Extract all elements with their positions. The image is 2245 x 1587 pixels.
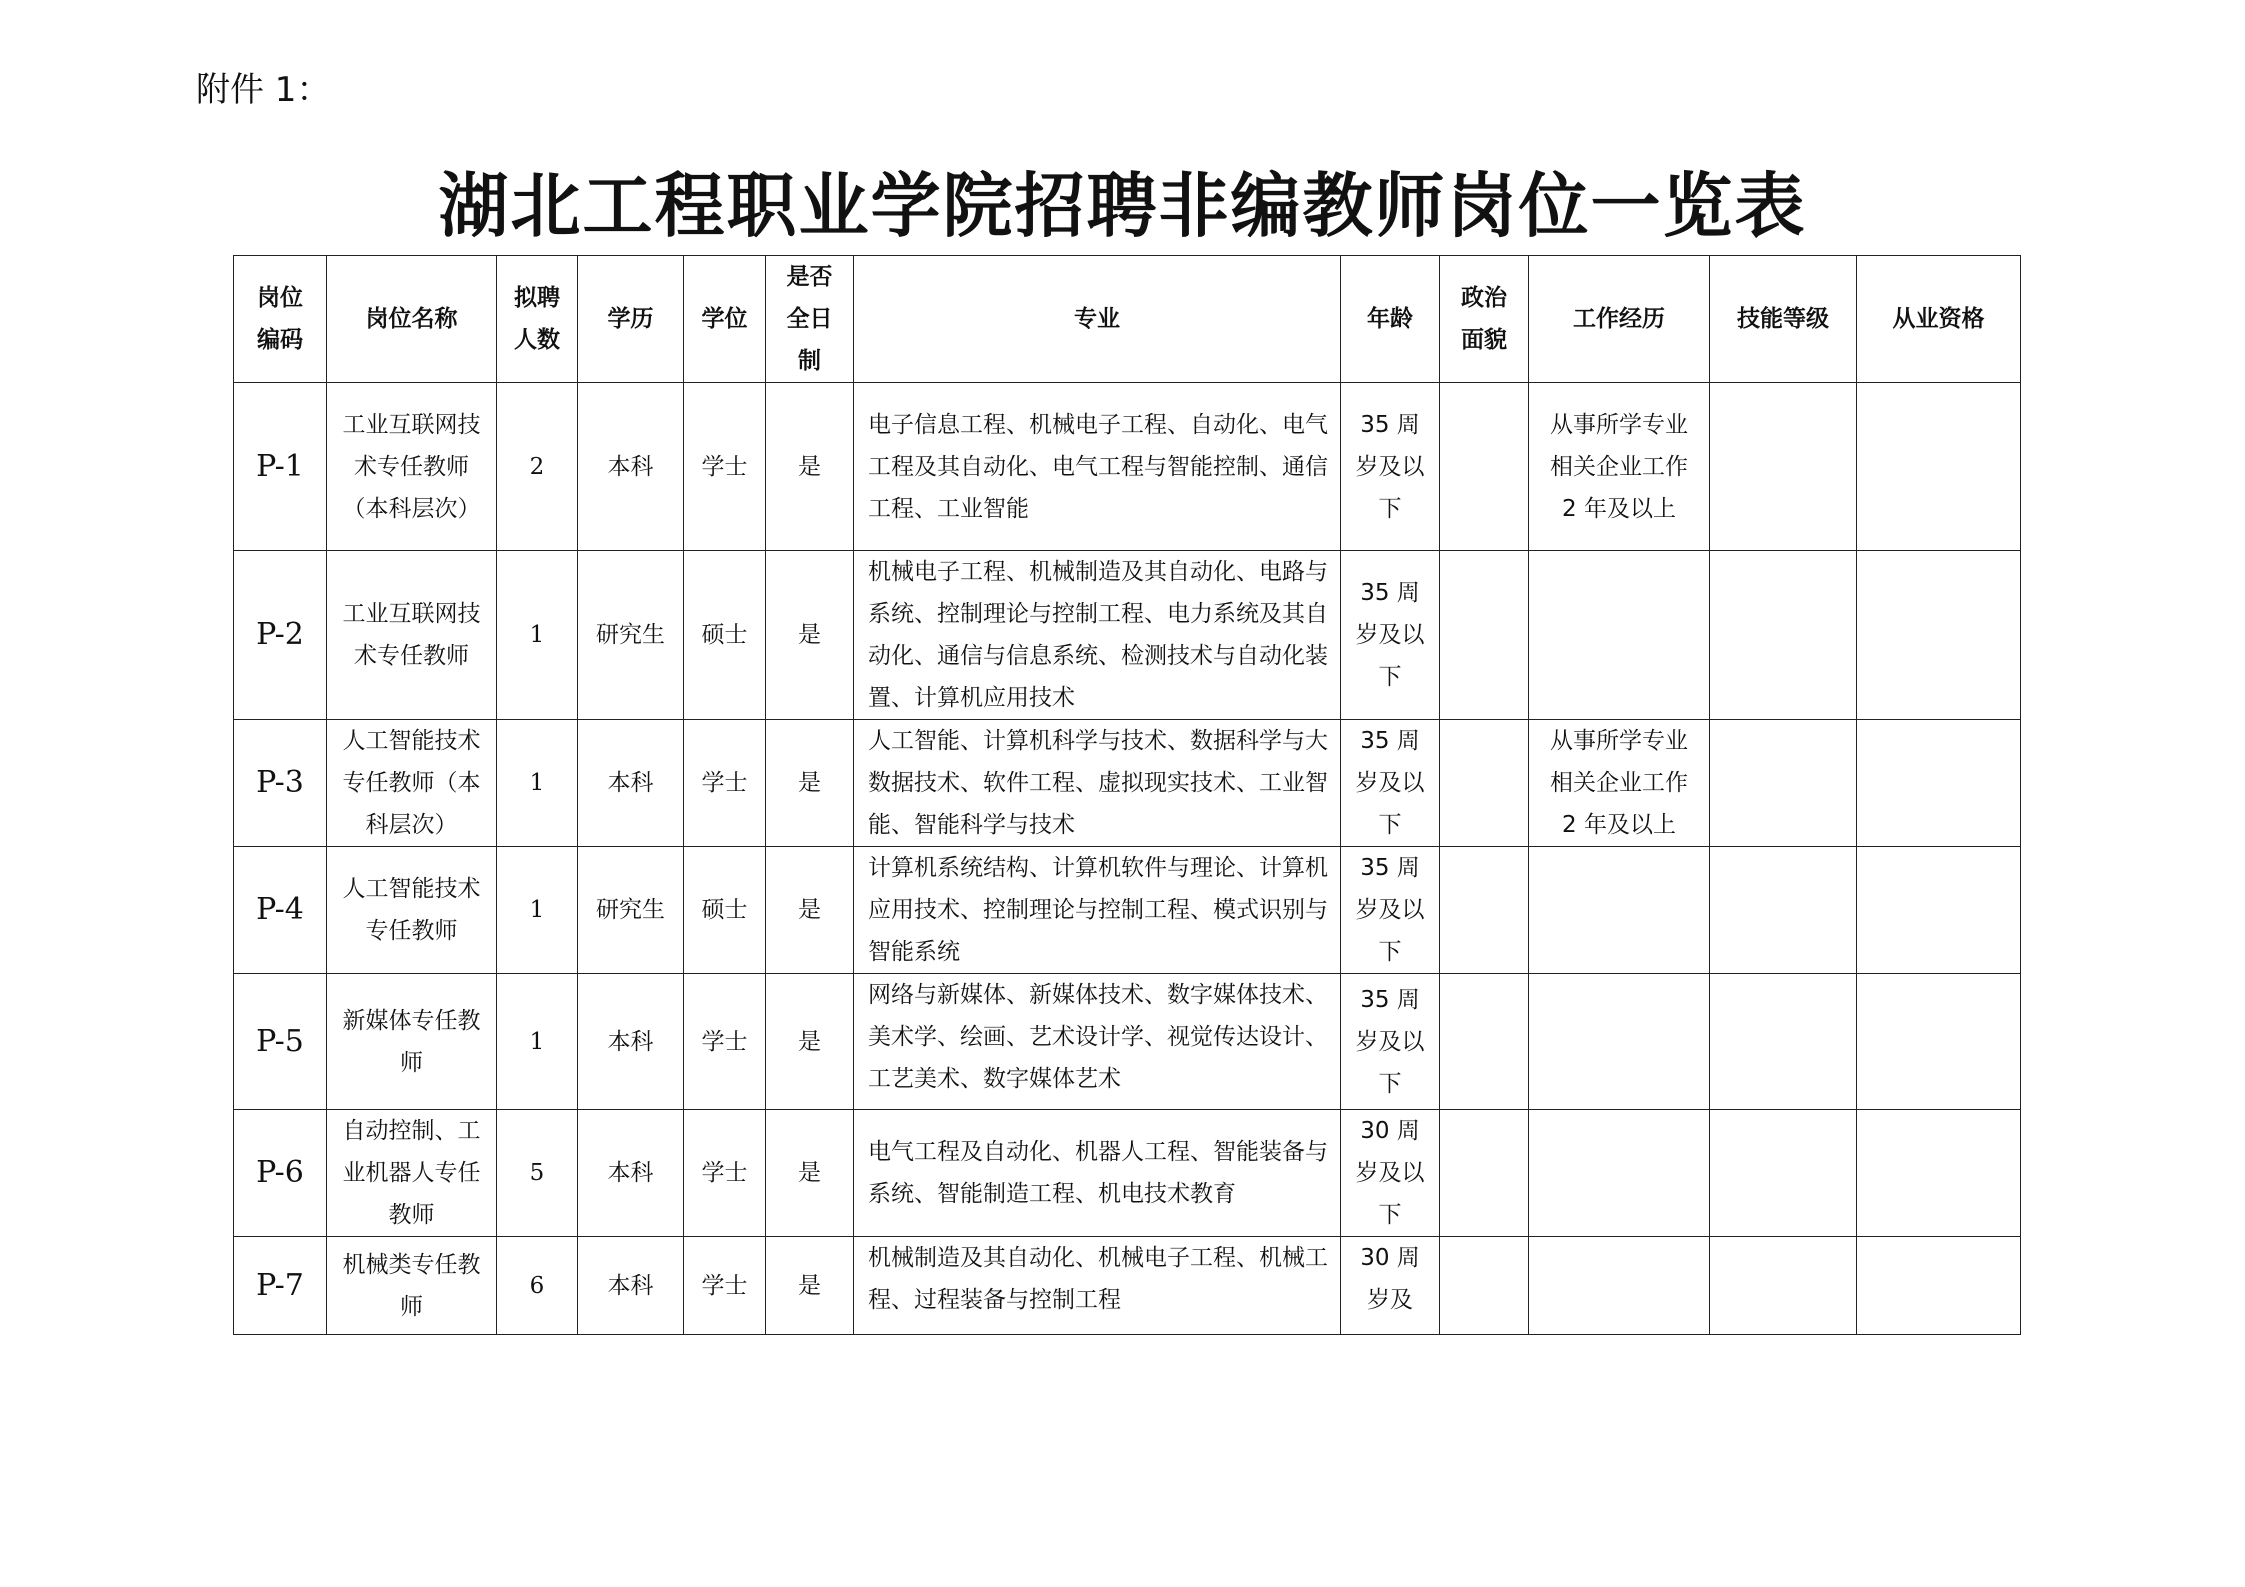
cell-major: 电子信息工程、机械电子工程、自动化、电气工程及其自动化、电气工程与智能控制、通信工程、工业智能 [854,383,1341,551]
cell-count: 1 [497,551,578,720]
header-qualification: 从业资格 [1857,256,2021,383]
cell-degree: 学士 [684,1237,766,1335]
cell-name: 工业互联网技术专任教师 [327,551,497,720]
cell-skill [1710,1237,1857,1335]
header-age: 年龄 [1341,256,1440,383]
cell-experience [1529,974,1710,1110]
table-row [234,847,2021,974]
cell-experience [1529,1110,1710,1237]
cell-name: 新媒体专任教师 [327,974,497,1110]
cell-political [1440,1237,1529,1335]
cell-code: P-4 [234,847,327,974]
header-name: 岗位名称 [327,256,497,383]
cell-skill [1710,720,1857,847]
cell-name: 工业互联网技术专任教师（本科层次） [327,383,497,551]
cell-major: 计算机系统结构、计算机软件与理论、计算机应用技术、控制理论与控制工程、模式识别与智能系统 [854,847,1341,974]
header-political: 政治 面貌 [1440,256,1529,383]
cell-fulltime: 是 [766,720,854,847]
cell-education: 本科 [578,383,684,551]
cell-age: 30 周岁及 [1341,1237,1440,1335]
cell-name: 机械类专任教师 [327,1237,497,1335]
cell-major: 机械制造及其自动化、机械电子工程、机械工程、过程装备与控制工程 [854,1237,1341,1335]
cell-education: 研究生 [578,847,684,974]
header-experience: 工作经历 [1529,256,1710,383]
cell-major: 电气工程及自动化、机器人工程、智能装备与系统、智能制造工程、机电技术教育 [854,1110,1341,1237]
cell-degree: 硕士 [684,551,766,720]
cell-fulltime: 是 [766,847,854,974]
cell-age: 35 周岁及以下 [1341,720,1440,847]
header-major: 专业 [854,256,1341,383]
cell-code: P-1 [234,383,327,551]
cell-skill [1710,847,1857,974]
cell-fulltime: 是 [766,551,854,720]
cell-degree: 学士 [684,974,766,1110]
header-code: 岗位 编码 [234,256,327,383]
header-education: 学历 [578,256,684,383]
cell-degree: 硕士 [684,847,766,974]
cell-code: P-6 [234,1110,327,1237]
cell-qualification [1857,1237,2021,1335]
cell-code: P-5 [234,974,327,1110]
cell-skill [1710,383,1857,551]
table-row [234,1237,2021,1335]
cell-qualification [1857,551,2021,720]
cell-political [1440,974,1529,1110]
cell-political [1440,720,1529,847]
cell-qualification [1857,383,2021,551]
cell-qualification [1857,1110,2021,1237]
cell-skill [1710,551,1857,720]
header-fulltime: 是否 全日 制 [766,256,854,383]
cell-name: 人工智能技术专任教师 [327,847,497,974]
cell-major: 机械电子工程、机械制造及其自动化、电路与系统、控制理论与控制工程、电力系统及其自动化、通信与信息系统、检测技术与自动化装置、计算机应用技术 [854,551,1341,720]
table-row [234,974,2021,1110]
cell-education: 研究生 [578,551,684,720]
cell-age: 35 周岁及以下 [1341,847,1440,974]
cell-fulltime: 是 [766,974,854,1110]
cell-qualification [1857,974,2021,1110]
cell-code: P-2 [234,551,327,720]
cell-count: 2 [497,383,578,551]
cell-count: 1 [497,720,578,847]
header-row [234,256,2021,383]
cell-political [1440,1110,1529,1237]
cell-political [1440,847,1529,974]
cell-count: 1 [497,847,578,974]
cell-education: 本科 [578,974,684,1110]
table-row [234,383,2021,551]
header-skill: 技能等级 [1710,256,1857,383]
cell-experience [1529,1237,1710,1335]
cell-education: 本科 [578,1110,684,1237]
cell-political [1440,383,1529,551]
cell-degree: 学士 [684,1110,766,1237]
cell-count: 5 [497,1110,578,1237]
cell-code: P-3 [234,720,327,847]
table-row [234,720,2021,847]
cell-count: 6 [497,1237,578,1335]
cell-degree: 学士 [684,383,766,551]
cell-education: 本科 [578,720,684,847]
cell-age: 35 周岁及以下 [1341,551,1440,720]
positions-table [233,255,2021,1335]
cell-experience [1529,551,1710,720]
cell-qualification [1857,847,2021,974]
cell-age: 30 周岁及以下 [1341,1110,1440,1237]
cell-experience [1529,847,1710,974]
cell-count: 1 [497,974,578,1110]
cell-code: P-7 [234,1237,327,1335]
cell-fulltime: 是 [766,1110,854,1237]
cell-fulltime: 是 [766,383,854,551]
header-degree: 学位 [684,256,766,383]
cell-experience: 从事所学专业相关企业工作 2 年及以上 [1529,720,1710,847]
attachment-label: 附件 1： [196,70,331,110]
cell-political [1440,551,1529,720]
cell-degree: 学士 [684,720,766,847]
cell-major: 人工智能、计算机科学与技术、数据科学与大数据技术、软件工程、虚拟现实技术、工业智能、智能科学与技术 [854,720,1341,847]
cell-fulltime: 是 [766,1237,854,1335]
cell-name: 自动控制、工业机器人专任教师 [327,1110,497,1237]
page-title: 湖北工程职业学院招聘非编教师岗位一览表 [438,164,1807,247]
header-count: 拟聘 人数 [497,256,578,383]
table-row [234,1110,2021,1237]
cell-major: 网络与新媒体、新媒体技术、数字媒体技术、美术学、绘画、艺术设计学、视觉传达设计、工艺美术、数字媒体艺术 [854,974,1341,1110]
cell-skill [1710,974,1857,1110]
cell-skill [1710,1110,1857,1237]
cell-age: 35 周岁及以下 [1341,974,1440,1110]
cell-qualification [1857,720,2021,847]
cell-name: 人工智能技术专任教师（本科层次） [327,720,497,847]
cell-age: 35 周岁及以下 [1341,383,1440,551]
cell-education: 本科 [578,1237,684,1335]
cell-experience: 从事所学专业相关企业工作 2 年及以上 [1529,383,1710,551]
table-row [234,551,2021,720]
